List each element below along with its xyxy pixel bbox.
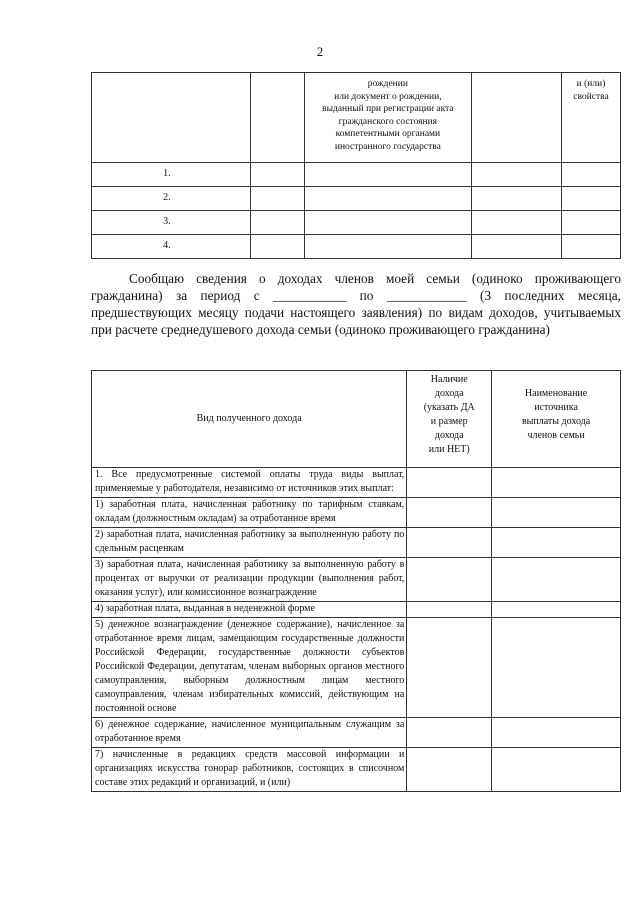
table-cell[interactable]	[472, 235, 562, 259]
table-cell[interactable]	[250, 211, 304, 235]
header-line: или документ о рождении,	[334, 91, 442, 102]
table-cell[interactable]	[562, 235, 621, 259]
header-line: гражданского состояния	[338, 116, 438, 127]
table-cell[interactable]	[304, 187, 472, 211]
header-line: источника	[534, 402, 578, 413]
table-row	[92, 235, 621, 259]
property-header	[562, 73, 621, 163]
income-source-cell[interactable]	[492, 718, 621, 748]
table-cell[interactable]	[250, 235, 304, 259]
income-type-cell: 7) начисленные в редакциях средств массовой информации и организациях искусства гонорар работников, состоящих в списочном составе этих редакций и организаций, и (или)	[92, 748, 407, 792]
income-availability-header	[407, 371, 492, 468]
income-source-cell[interactable]	[492, 498, 621, 528]
header-line: дохода	[434, 430, 464, 441]
income-availability-cell[interactable]	[407, 528, 492, 558]
table1-header-cell-1	[92, 73, 251, 163]
table-row	[92, 468, 621, 498]
income-availability-cell[interactable]	[407, 468, 492, 498]
table-cell[interactable]	[562, 211, 621, 235]
income-types-table	[91, 370, 621, 792]
header-line: и размер	[430, 416, 468, 427]
header-line: Наименование	[524, 388, 588, 399]
income-statement-paragraph	[91, 270, 621, 338]
table-row	[92, 187, 621, 211]
income-type-cell: 1. Все предусмотренные системой оплаты труда виды выплат, применяемые у работодателя, независимо от источников этих выплат:	[92, 468, 407, 498]
table-row	[92, 618, 621, 718]
income-availability-cell[interactable]	[407, 718, 492, 748]
table-cell[interactable]	[472, 187, 562, 211]
header-line: выплаты дохода	[521, 416, 591, 427]
row-number: 1.	[92, 163, 251, 187]
table-cell[interactable]	[304, 235, 472, 259]
income-availability-cell[interactable]	[407, 498, 492, 528]
row-number: 4.	[92, 235, 251, 259]
header-line: или НЕТ)	[428, 444, 470, 455]
table-cell[interactable]	[304, 163, 472, 187]
income-availability-cell[interactable]	[407, 602, 492, 618]
page-number: 2	[316, 44, 324, 59]
table-row	[92, 718, 621, 748]
header-line: иностранного государства	[334, 141, 441, 152]
income-source-cell[interactable]	[492, 618, 621, 718]
family-members-table	[91, 72, 621, 259]
table-row	[92, 163, 621, 187]
header-line: выданный при регистрации акта	[322, 104, 454, 115]
table-row	[92, 528, 621, 558]
table-row	[92, 602, 621, 618]
header-line: рождении	[367, 79, 408, 89]
income-source-cell[interactable]	[492, 468, 621, 498]
table-row	[92, 211, 621, 235]
header-line: дохода	[434, 388, 464, 399]
income-type-cell: 5) денежное вознаграждение (денежное содержание), начисленное за отработанное время лицам, замещающим государственные должности Российской Федерации, государственные должности субъектов Российской Федерации, депутатам, членам выборных органов местного самоуправления, выборным должностным лицам местного самоуправления, членам избирательных комиссий, действующим на постоянной основе	[92, 618, 407, 718]
header-line: компетентными органами	[335, 129, 441, 140]
table-cell[interactable]	[304, 211, 472, 235]
income-source-cell[interactable]	[492, 602, 621, 618]
income-type-cell: 3) заработная плата, начисленная работнику за выполненную работу в процентах от выручки от реализации продукции (выполнения работ, оказания услуг), или комиссионное вознаграждение	[92, 558, 407, 602]
income-availability-cell[interactable]	[407, 748, 492, 792]
income-type-cell: 2) заработная плата, начисленная работнику за выполненную работу по сдельным расценкам	[92, 528, 407, 558]
birth-document-header	[304, 73, 472, 163]
table1-header-row	[92, 73, 621, 163]
table2-header-row	[92, 371, 621, 468]
table-row	[92, 498, 621, 528]
header-line: и (или)	[576, 79, 606, 89]
table-cell[interactable]	[250, 187, 304, 211]
table-cell[interactable]	[250, 163, 304, 187]
header-line: членов семьи	[527, 430, 585, 441]
header-line: Наличие	[430, 374, 468, 385]
table-cell[interactable]	[562, 187, 621, 211]
income-availability-cell[interactable]	[407, 618, 492, 718]
table-cell[interactable]	[472, 163, 562, 187]
row-number: 2.	[92, 187, 251, 211]
table1-header-cell-4	[472, 73, 562, 163]
income-source-cell[interactable]	[492, 558, 621, 602]
income-type-cell: 4) заработная плата, выданная в неденежной форме	[92, 602, 407, 618]
table-cell[interactable]	[472, 211, 562, 235]
income-source-header	[492, 371, 621, 468]
income-source-cell[interactable]	[492, 748, 621, 792]
income-source-cell[interactable]	[492, 528, 621, 558]
income-type-cell: 1) заработная плата, начисленная работнику по тарифным ставкам, окладам (должностным окладам) за отработанное время	[92, 498, 407, 528]
table1-header-cell-2	[250, 73, 304, 163]
income-type-header: Вид полученного дохода	[92, 371, 407, 468]
income-availability-cell[interactable]	[407, 558, 492, 602]
table-cell[interactable]	[562, 163, 621, 187]
header-line: свойства	[573, 91, 609, 102]
row-number: 3.	[92, 211, 251, 235]
table-row	[92, 748, 621, 792]
header-line: (указать ДА	[423, 402, 475, 413]
table-row	[92, 558, 621, 602]
paragraph-text: Сообщаю сведения о доходах членов моей семьи (одиноко проживающего гражданина) за период с ___________ по ____________ (3 последних месяца, предшествующих месяцу подачи настоящего заявления) по видам доходов, учитываемых при расчете среднедушевого дохода семьи (одиноко проживающего гражданина)	[91, 271, 621, 337]
income-type-cell: 6) денежное содержание, начисленное муниципальным служащим за отработанное время	[92, 718, 407, 748]
